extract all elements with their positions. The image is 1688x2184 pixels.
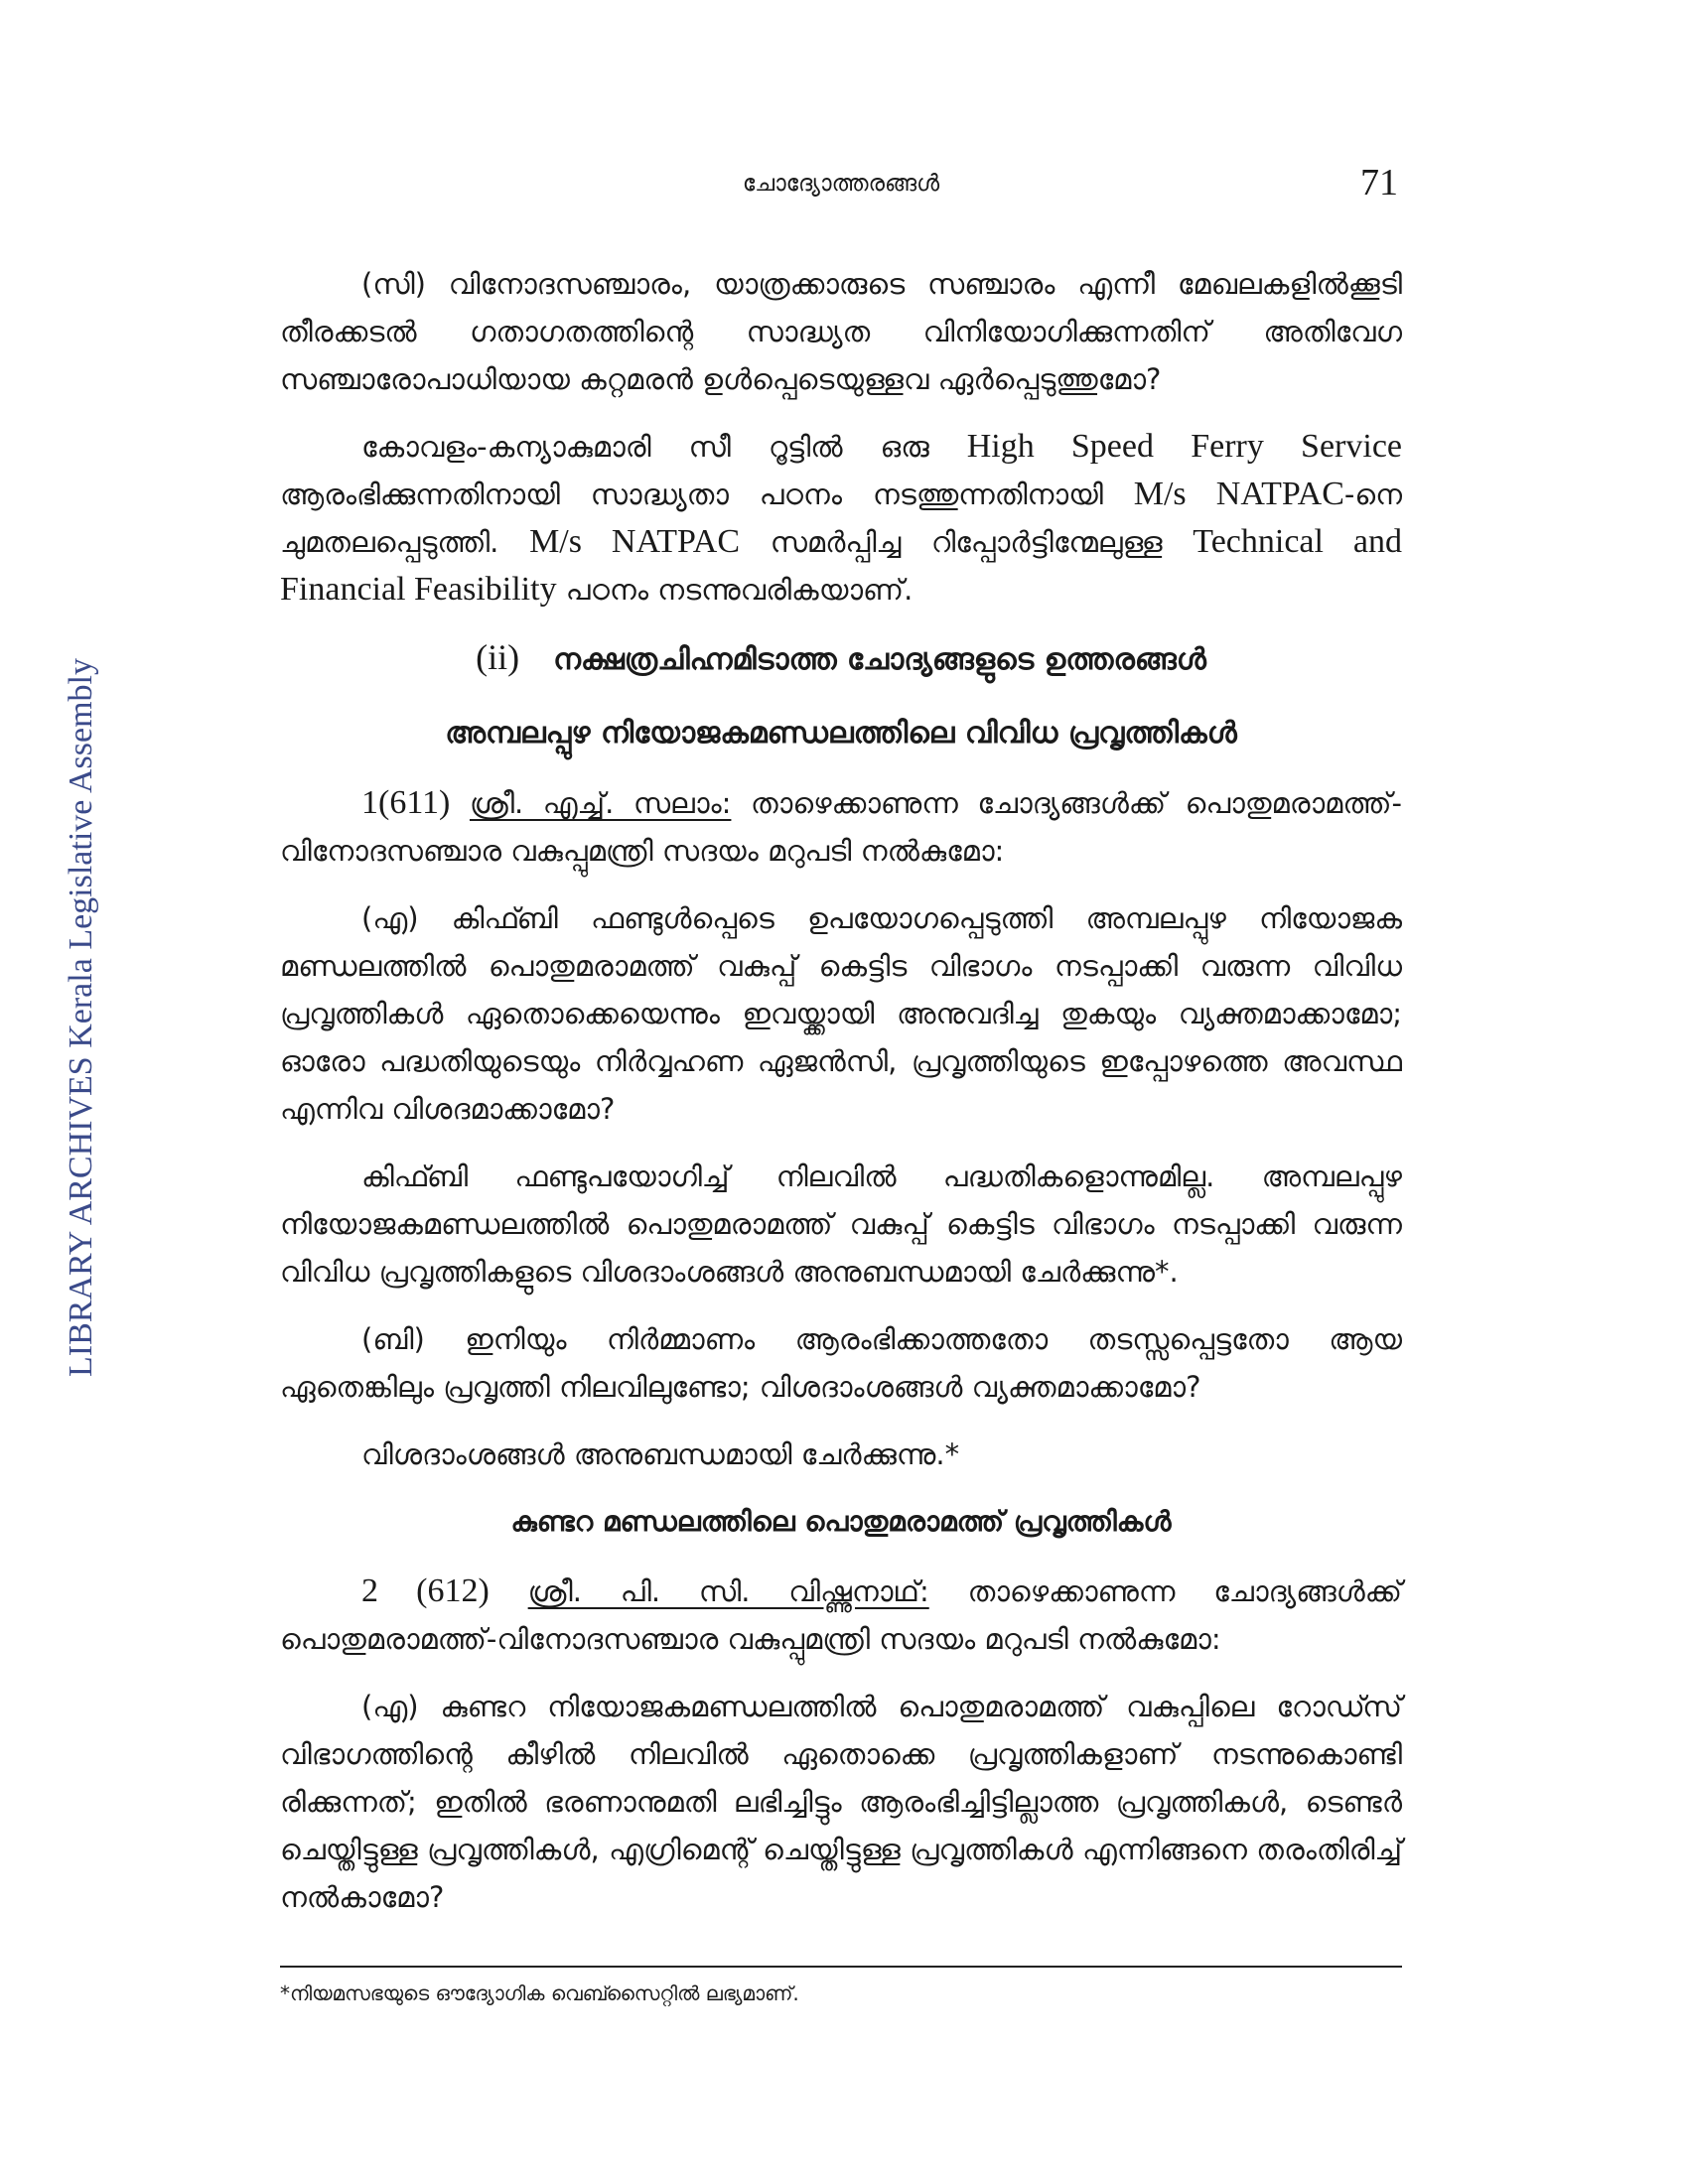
section-title: നക്ഷത്രചിഹ്നമിടാത്ത ചോദ്യങ്ങളുടെ ഉത്തരങ്ങൾ [553, 642, 1206, 677]
member-name: ശ്രീ. എച്ച്. സലാം: [469, 786, 732, 820]
question-1a: (എ) കിഫ്ബി ഫണ്ടുൾപ്പെടെ ഉപയോഗപ്പെടുത്തി അമ്പലപ്പുഴ നിയോജക മണ്ഡലത്തിൽ പൊതുമരാമത്ത് വകുപ്പ് കെട്ടിട വിഭാഗം നടപ്പാക്കി വരുന്ന വിവിധ പ്രവൃത്തികൾ ഏതൊക്കെയെന്നും ഇവയ്ക്കായി അനുവദിച്ച തുകയും വ്യക്തമാക്കാമോ; ഓരോ പദ്ധതിയുടെയും നിർവ്വഹണ ഏജൻസി, പ്രവൃത്തിയുടെ ഇപ്പോഴത്തെ അവസ്ഥ എന്നിവ വിശദമാക്കാമോ? [280, 901, 1402, 1126]
answer-text: പഠനം നടന്നുവരികയാണ്. [556, 573, 914, 607]
page-body [280, 260, 1402, 1941]
question-intro-text: താഴെക്കാണുന്ന ചോദ്യങ്ങൾക്ക് പൊതുമരാമത്ത്-വിനോദസഞ്ചാര വകുപ്പുമന്ത്രി സദയം മറുപടി നൽകുമോ: [280, 1574, 1403, 1656]
answer-text: സമർപ്പിച്ച റിപ്പോർട്ടിന്മേലുള്ള [740, 525, 1194, 559]
question-1b: (ബി) ഇനിയും നിർമ്മാണം ആരംഭിക്കാത്തതോ തടസ്സപ്പെട്ടതോ ആയ ഏതെങ്കിലും പ്രവൃത്തി നിലവിലുണ്ടോ; വിശദാംശങ്ങൾ വ്യക്തമാക്കാമോ? [280, 1322, 1402, 1404]
footnote-divider [280, 1966, 1402, 1968]
answer-text-en: M/s NATPAC [1133, 476, 1344, 512]
question-intro-text: താഴെക്കാണുന്ന ചോദ്യങ്ങൾക്ക് പൊതുമരാമത്ത്-വിനോദസഞ്ചാര വകുപ്പുമന്ത്രി സദയം മറുപടി നൽകുമോ: [280, 786, 1402, 868]
member-name: ശ്രീ. പി. സി. വിഷ്ണുനാഥ്: [527, 1574, 929, 1608]
question-2-intro [280, 1568, 1402, 1663]
question-number: 1(611) [361, 784, 451, 821]
question-1-heading: അമ്പലപ്പുഴ നിയോജകമണ്ഡലത്തിലെ വിവിധ പ്രവൃത്തികൾ [445, 716, 1237, 751]
footnote: *നിയമസഭയുടെ ഔദ്യോഗിക വെബ്സൈറ്റിൽ ലഭ്യമാണ്. [280, 1981, 799, 2005]
answer-text: ആരംഭിക്കുന്നതിനായി സാദ്ധ്യതാ പഠനം നടത്തുന്നതിനായി [280, 478, 1134, 511]
page-number: 71 [1360, 162, 1398, 204]
question-2-heading: കുണ്ടറ മണ്ഡലത്തിലെ പൊതുമരാമത്ത് പ്രവൃത്തികൾ [510, 1505, 1172, 1538]
answer-text: കോവളം-കന്യാകുമാരി സീ റൂട്ടിൽ ഒരു [361, 430, 967, 464]
section-number: (ii) [476, 637, 520, 677]
section-heading [280, 633, 1402, 684]
answer-1b: വിശദാംശങ്ങൾ അനുബന്ധമായി ചേർക്കുന്നു.* [361, 1437, 960, 1471]
answer-text: -നെ ചുമതലപ്പെടുത്തി. [280, 478, 1402, 559]
running-head: ചോദ്യോത്തരങ്ങൾ [742, 171, 940, 197]
question-number: 2 (612) [361, 1572, 490, 1609]
answer-text-en: High Speed Ferry Service [966, 428, 1403, 465]
archive-watermark: LIBRARY ARCHIVES Kerala Legislative Assembly [63, 658, 99, 1378]
question-2a: (എ) കുണ്ടറ നിയോജകമണ്ഡലത്തിൽ പൊതുമരാമത്ത് വകുപ്പിലെ റോഡ്സ് വിഭാഗത്തിന്റെ കീഴിൽ നിലവിൽ ഏതൊക്കെ പ്രവൃത്തികളാണ് നടന്നുകൊണ്ടി രിക്കുന്നത്; ഇതിൽ ഭരണാനുമതി ലഭിച്ചിട്ടും ആരംഭിച്ചിട്ടില്ലാത്ത പ്രവൃത്തികൾ, ടെണ്ടർ ചെയ്തിട്ടുള്ള പ്രവൃത്തികൾ, എഗ്രിമെന്റ് ചെയ്തിട്ടുള്ള പ്രവൃത്തികൾ എന്നിങ്ങനെ തരംതിരിച്ച് നൽകാമോ? [280, 1690, 1402, 1914]
answer-1a: കിഫ്ബി ഫണ്ടുപയോഗിച്ച് നിലവിൽ പദ്ധതികളൊന്നുമില്ല. അമ്പലപ്പുഴ നിയോജകമണ്ഡലത്തിൽ പൊതുമരാമത്ത് വകുപ്പ് കെട്ടിട വിഭാഗം നടപ്പാക്കി വരുന്ന വിവിധ പ്രവൃത്തികളുടെ വിശദാംശങ്ങൾ അനുബന്ധമായി ചേർക്കുന്നു*. [280, 1160, 1402, 1289]
answer-text-en: M/s NATPAC [529, 523, 741, 560]
answer-c [280, 423, 1402, 614]
answer-text-en: Technical and Financial Feasibility [280, 523, 1402, 608]
question-1-intro [280, 779, 1402, 875]
question-c: (സി) വിനോദസഞ്ചാരം, യാത്രക്കാരുടെ സഞ്ചാരം എന്നീ മേഖലകളിൽക്കൂടി തീരക്കടൽ ഗതാഗതത്തിന്റെ സാദ്ധ്യത വിനിയോഗിക്കുന്നതിന് അതിവേഗ സഞ്ചാരോപാധിയായ കറ്റമരൻ ഉൾപ്പെടെയുള്ളവ ഏർപ്പെടുത്തുമോ? [280, 267, 1402, 396]
